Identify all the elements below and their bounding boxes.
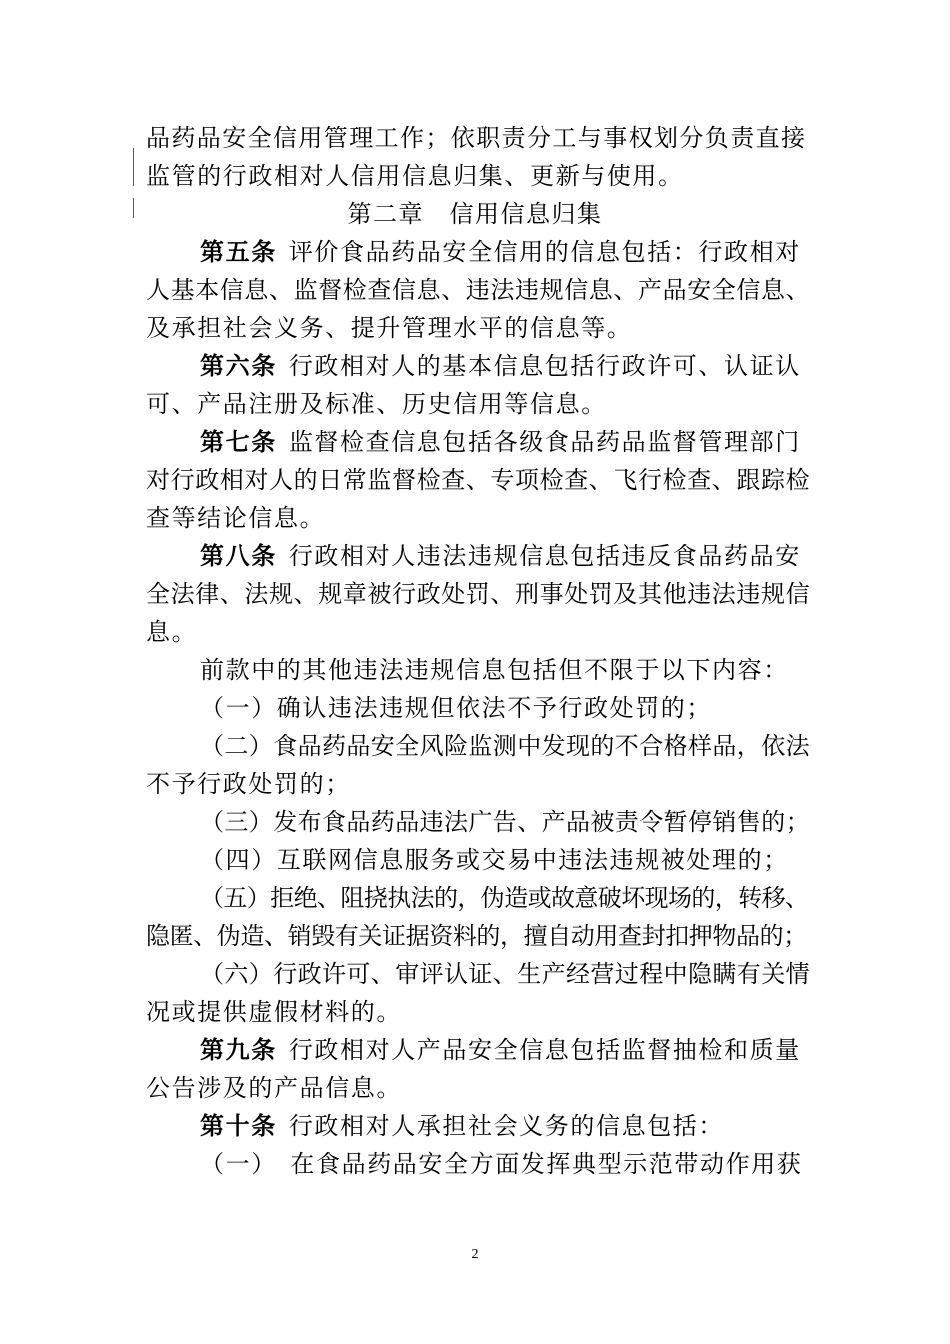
article-line [200,538,801,574]
article-line [200,424,801,460]
article-line [200,234,801,270]
body-line: 全法律、法规、规章被行政处罚、刑事处罚及其他违法违规信 [146,580,811,608]
article-text: 行政相对人的基本信息包括行政许可、认证认 [288,352,801,380]
body-line: 息。 [146,618,198,646]
body-line: 可、产品注册及标准、历史信用等信息。 [146,390,607,418]
article-number: 第五条 [200,238,277,266]
body-line: 人基本信息、监督检查信息、违法违规信息、产品安全信息、 [146,276,811,304]
chapter-heading: 第二章 信用信息归集 [347,200,603,228]
article-text: 行政相对人产品安全信息包括监督抽检和质量 [288,1036,801,1064]
article-number: 第八条 [200,542,277,570]
body-line: 公告涉及的产品信息。 [146,1074,402,1102]
list-item: （五）拒绝、阻挠执法的，伪造或故意破坏现场的，转移、 [200,884,809,912]
article-text: 行政相对人违法违规信息包括违反食品药品安 [288,542,801,570]
article-number: 第十条 [200,1112,277,1140]
list-item: （一）确认违法违规但依法不予行政处罚的； [200,694,712,722]
body-line: 况或提供虚假材料的。 [146,998,402,1026]
body-line: 对行政相对人的日常监督检查、专项检查、飞行检查、跟踪检 [146,466,811,494]
article-line [200,348,801,384]
list-item: （一） 在食品药品安全方面发挥典型示范带动作用获 [200,1150,803,1178]
body-line: 品药品安全信用管理工作；依职责分工与事权划分负责直接 [146,124,807,152]
article-text: 监督检查信息包括各级食品药品监督管理部门 [288,428,801,456]
article-number: 第九条 [200,1036,277,1064]
article-text: 行政相对人承担社会义务的信息包括： [288,1112,725,1140]
body-line: 前款中的其他违法违规信息包括但不限于以下内容： [200,656,789,684]
body-line: 及承担社会义务、提升管理水平的信息等。 [146,314,633,342]
body-line: 隐匿、伪造、销毁有关证据资料的，擅自动用查封扣押物品的； [146,922,807,950]
article-number: 第七条 [200,428,277,456]
body-line: 监管的行政相对人信用信息归集、更新与使用。 [146,162,684,190]
body-line: 不予行政处罚的； [146,770,351,798]
article-line [200,1108,724,1144]
article-line [200,1032,801,1068]
list-item: （四）互联网信息服务或交易中违法违规被处理的； [200,846,789,874]
article-text: 评价食品药品安全信用的信息包括：行政相对 [288,238,801,266]
list-item: （六）行政许可、审评认证、生产经营过程中隐瞒有关情 [200,960,810,988]
margin-revision-mark [133,148,134,186]
article-number: 第六条 [200,352,277,380]
list-item: （三）发布食品药品违法广告、产品被责令暂停销售的； [200,808,810,836]
list-item: （二）食品药品安全风险监测中发现的不合格样品，依法 [200,732,810,760]
page-number: 2 [471,1247,479,1262]
body-line: 查等结论信息。 [146,504,326,532]
